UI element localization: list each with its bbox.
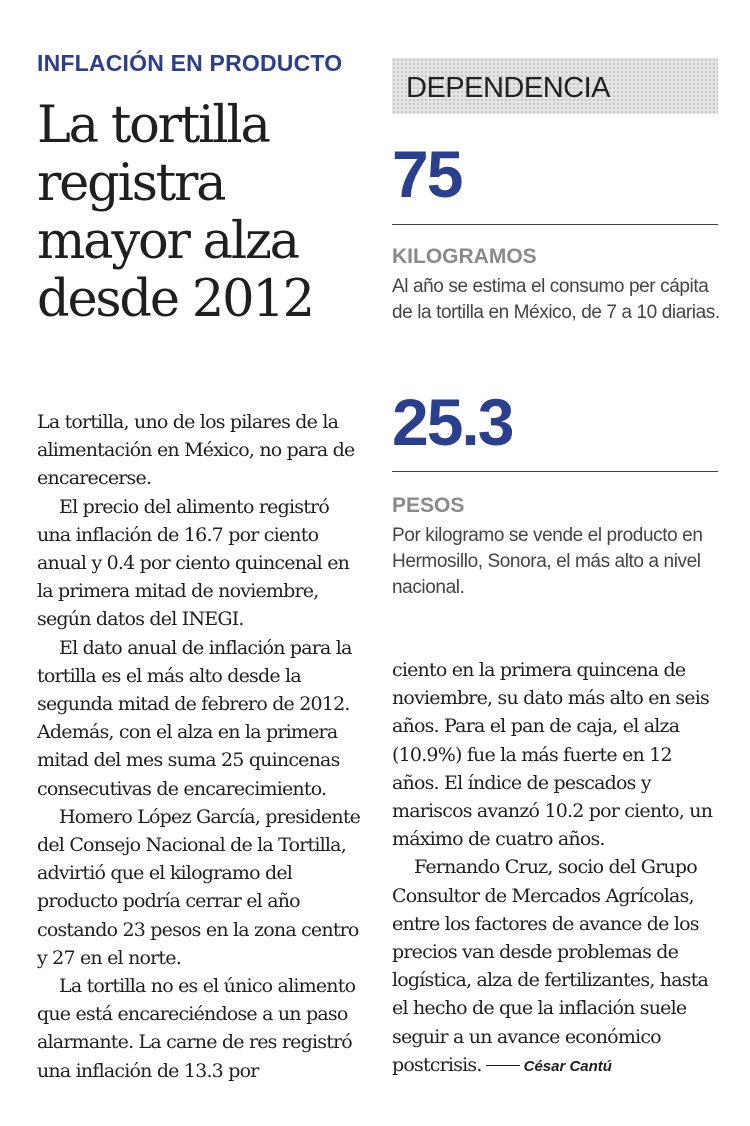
article-body-left-column [37, 408, 365, 1085]
article-body-right-column [392, 656, 720, 1081]
paragraph: La tortilla, uno de los pilares de la alimentación en México, no para de encarecerse. [37, 411, 355, 490]
stat-number-kilogramos: 75 [392, 137, 462, 211]
stat-label-kilogramos: KILOGRAMOS [392, 245, 537, 268]
paragraph: El precio del alimento registró una inflación de 16.7 por ciento anual y 0.4 por ciento quincenal en la primera mitad de noviembre, según datos del INEGI. [37, 495, 350, 631]
stat-description-kilogramos: Al año se estima el consumo per cápita de la tortilla en México, de 7 a 10 diarias. [392, 276, 720, 323]
sidebar-header [392, 58, 718, 114]
paragraph: ciento en la primera quincena de noviembre, su dato más alto en seis años. Para el pan de caja, el alza (10.9%) fue la más fuerte en 12 años. El índice de pescados y mariscos avanzó 10.2 por ciento, un máximo de cuatro años. [392, 659, 713, 851]
paragraph: El dato anual de inflación para la tortilla es el más alto desde la segunda mitad de febrero de 2012. Además, con el alza en la primera mitad del mes suma 25 quincenas consecutivas de encarecimiento. [37, 636, 352, 800]
paragraph: La tortilla no es el único alimento que está encareciéndose a un paso alarmante. La carne de res registró una inflación de 13.3 por [37, 975, 356, 1082]
stat-divider [392, 224, 718, 225]
article-kicker: INFLACIÓN EN PRODUCTO [37, 50, 343, 76]
paragraph: Homero López García, presidente del Consejo Nacional de la Tortilla, advirtió que el kilogramo del producto podría cerrar el año costando 23 pesos en la zona centro y 27 en el norte. [37, 805, 361, 969]
stat-label-pesos: PESOS [392, 494, 465, 517]
stat-number-pesos: 25.3 [392, 385, 513, 459]
article-headline: La tortilla registra mayor alza desde 2012 [37, 96, 313, 329]
byline-dash [486, 1065, 520, 1066]
byline-author: César Cantú [523, 1057, 612, 1075]
sidebar-title: DEPENDENCIA [406, 72, 610, 104]
stat-description-pesos: Por kilogramo se vende el producto en Hermosillo, Sonora, el más alto a nivel nacional. [392, 525, 703, 598]
stat-divider [392, 471, 718, 472]
paragraph-with-byline [392, 853, 720, 1081]
paragraph: Fernando Cruz, socio del Grupo Consultor de Mercados Agrícolas, entre los factores de avance de los precios van desde problemas de logística, alza de fertilizantes, hasta el hecho de que la inflación suele seguir a un avance económico postcrisis. [392, 856, 709, 1076]
